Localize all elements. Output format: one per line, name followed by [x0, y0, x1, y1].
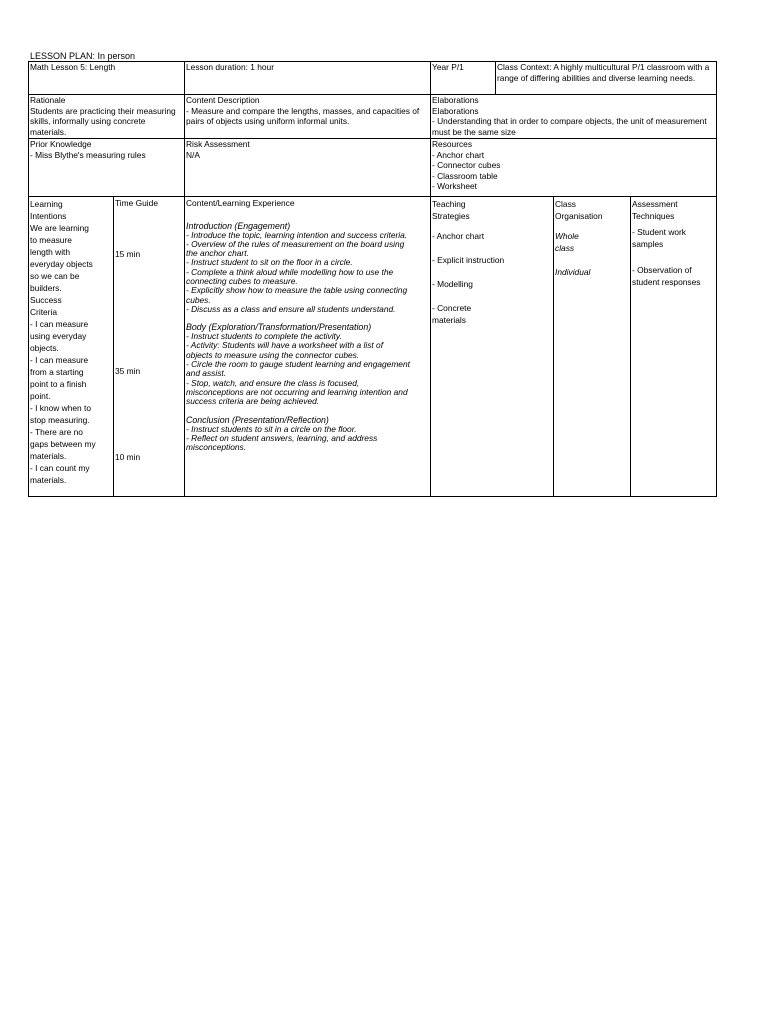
resource-item: - Worksheet: [432, 181, 477, 191]
lesson-plan-table: [28, 61, 717, 497]
class-context-cell: [496, 62, 717, 95]
content-learning-cell: [185, 197, 431, 497]
organisation-item: class: [555, 243, 575, 253]
intro-line: connecting cubes to measure.: [186, 275, 298, 286]
year-level: Year P/1: [432, 62, 464, 72]
assessment-item: - Observation of: [632, 265, 692, 275]
content-description-cell: [185, 95, 431, 139]
assessment-techniques-heading: Techniques: [632, 211, 675, 221]
intro-line: - Overview of the rules of measurement on the board using: [186, 238, 405, 249]
success-criteria-line: stop measuring.: [30, 415, 90, 425]
success-criteria-line: materials.: [30, 475, 67, 485]
intro-line: the anchor chart.: [186, 248, 249, 259]
success-criteria-heading: Success: [30, 295, 62, 305]
success-criteria-line: - I can measure: [30, 355, 89, 365]
learning-intention-line: builders.: [30, 283, 62, 293]
rationale-row: [29, 95, 717, 139]
learning-intentions-heading: Intentions: [30, 211, 67, 221]
body-line: and assist.: [186, 368, 227, 379]
conclusion-line: misconceptions.: [186, 442, 247, 453]
intro-line: - Discuss as a class and ensure all students understand.: [186, 303, 396, 314]
conclusion-line: - Instruct students to sit in a circle on the floor.: [186, 423, 357, 434]
prior-knowledge-cell: [29, 139, 185, 197]
resource-item: - Anchor chart: [432, 149, 485, 160]
learning-intention-line: so we can be: [30, 271, 80, 281]
success-criteria-line: - I know when to: [30, 403, 91, 413]
success-criteria-line: objects.: [30, 343, 59, 353]
risk-assessment-cell: [185, 139, 431, 197]
teaching-strategy-item: materials: [432, 315, 466, 325]
assessment-techniques-cell: [631, 197, 717, 497]
organisation-item: Whole: [555, 231, 579, 241]
teaching-strategy-item: - Modelling: [432, 279, 473, 289]
header-row: [29, 62, 717, 95]
learning-intention-line: We are learning: [30, 223, 89, 233]
rationale-heading: Rationale: [30, 95, 66, 105]
intro-line: - Introduce the topic, learning intention and success criteria.: [186, 229, 408, 240]
organisation-item: Individual: [555, 267, 591, 277]
prior-knowledge-text: - Miss Blythe's measuring rules: [30, 149, 146, 160]
risk-assessment-heading: Risk Assessment: [186, 139, 250, 149]
resources-cell: [431, 139, 717, 197]
success-criteria-heading: Criteria: [30, 307, 57, 317]
body-line: - Instruct students to complete the activity.: [186, 331, 342, 342]
year-cell: [431, 62, 496, 95]
success-criteria-line: from a starting: [30, 367, 84, 377]
success-criteria-line: materials.: [30, 451, 67, 461]
class-organisation-cell: [554, 197, 631, 497]
success-criteria-line: - There are no: [30, 427, 83, 437]
teaching-strategy-item: - Explicit instruction: [432, 255, 505, 265]
prior-knowledge-heading: Prior Knowledge: [30, 139, 92, 149]
success-criteria-line: - I can measure: [30, 319, 89, 329]
class-organisation-heading: Class: [555, 199, 576, 209]
body-line: misconceptions are not occurring and learning intention and: [186, 386, 408, 397]
lesson-body-row: [29, 197, 717, 497]
elaborations-cell: [431, 95, 717, 139]
success-criteria-line: - I can count my: [30, 463, 90, 473]
conclusion-heading: Conclusion (Presentation/Reflection): [186, 414, 329, 425]
body-heading: Body (Exploration/Transformation/Presentation): [186, 322, 372, 333]
time-guide-heading: Time Guide: [115, 198, 158, 208]
introduction-heading: Introduction (Engagement): [186, 220, 291, 231]
assessment-item: student responses: [632, 277, 701, 287]
elaborations-subheading: Elaborations: [432, 105, 479, 116]
teaching-strategy-item: - Anchor chart: [432, 231, 485, 241]
time-body: 35 min: [115, 366, 141, 376]
conclusion-line: - Reflect on student answers, learning, and address: [186, 432, 378, 443]
body-line: - Activity: Students will have a worksheet with a list of: [186, 340, 384, 351]
document-title: LESSON PLAN: In person: [30, 51, 136, 61]
success-criteria-line: using everyday: [30, 331, 87, 341]
risk-assessment-text: N/A: [186, 149, 200, 160]
resources-heading: Resources: [432, 139, 473, 149]
success-criteria-line: point to a finish: [30, 379, 87, 389]
learning-intention-line: everyday objects: [30, 259, 93, 269]
rationale-text: Students are practicing their measuring skills, informally using concrete materials.: [30, 105, 176, 137]
time-guide-cell: [114, 197, 185, 497]
learning-intentions-cell: [29, 197, 114, 497]
lesson-duration-cell: [185, 62, 431, 95]
lesson-title-cell: [29, 62, 185, 95]
intro-line: - Complete a think aloud while modelling how to use the: [186, 266, 394, 277]
intro-line: - Instruct student to sit on the floor in a circle.: [186, 257, 353, 268]
content-description-text: - Measure and compare the lengths, masses, and capacities of pairs of objects using uniform informal units.: [186, 105, 420, 126]
learning-intention-line: to measure: [30, 235, 72, 245]
success-criteria-line: gaps between my: [30, 439, 96, 449]
resource-item: - Classroom table: [432, 170, 498, 181]
assessment-item: - Student work: [632, 227, 686, 237]
teaching-strategy-item: - Concrete: [432, 303, 472, 313]
body-line: success criteria are being achieved.: [186, 396, 320, 407]
time-conclusion: 10 min: [115, 451, 141, 462]
class-context: Class Context: A highly multicultural P/1 classroom with a range of differing abilities and diverse learning needs.: [497, 62, 710, 83]
intro-line: - Explicitly show how to measure the table using connecting: [186, 285, 408, 296]
learning-intentions-heading: Learning: [30, 199, 63, 209]
assessment-item: samples: [632, 239, 664, 249]
elaborations-heading: Elaborations: [432, 95, 479, 105]
teaching-strategies-cell: [431, 197, 554, 497]
prior-knowledge-row: [29, 139, 717, 197]
body-line: objects to measure using the connector cubes.: [186, 349, 360, 360]
time-intro: 15 min: [115, 248, 141, 259]
content-description-heading: Content Description: [186, 95, 260, 105]
assessment-techniques-heading: Assessment: [632, 199, 678, 209]
teaching-strategies-heading: Teaching: [432, 199, 466, 209]
success-criteria-line: point.: [30, 391, 51, 401]
intro-line: cubes.: [186, 294, 211, 305]
elaborations-text: - Understanding that in order to compare objects, the unit of measurement must be the same size: [432, 116, 707, 137]
body-line: - Circle the room to gauge student learning and engagement: [186, 359, 410, 370]
rationale-cell: [29, 95, 185, 139]
lesson-title: Math Lesson 5: Length: [30, 62, 116, 72]
class-organisation-heading: Organisation: [555, 211, 603, 221]
content-learning-heading: Content/Learning Experience: [186, 198, 295, 208]
learning-intention-line: length with: [30, 247, 71, 257]
teaching-strategies-heading: Strategies: [432, 211, 470, 221]
body-line: - Stop, watch, and ensure the class is focused,: [186, 377, 360, 388]
lesson-duration: Lesson duration: 1 hour: [186, 62, 274, 72]
resource-item: - Connector cubes: [432, 160, 501, 170]
